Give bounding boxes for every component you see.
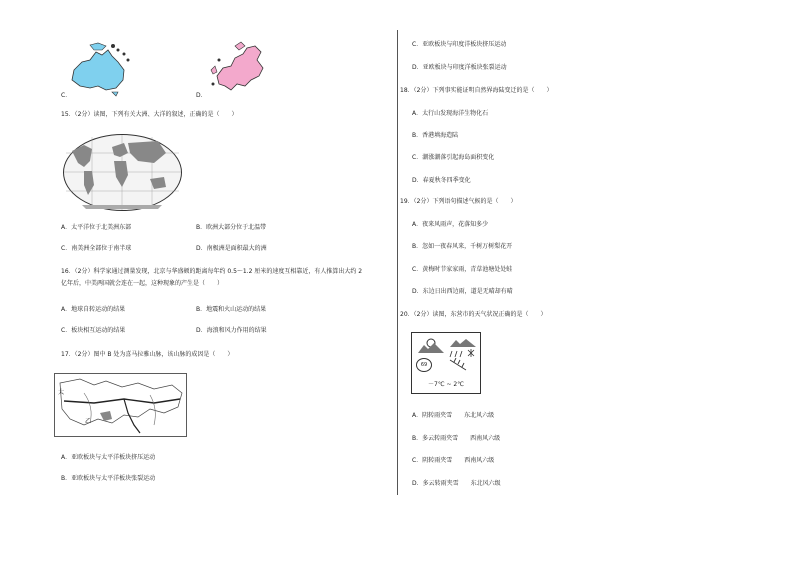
column-divider <box>397 30 398 495</box>
q18-option-d[interactable]: D．春夏秋冬四季变化 <box>412 177 471 184</box>
q17-stem: 17．（2分）图中 B 处为喜马拉雅山脉，该山脉的成因是（ ） <box>61 351 234 358</box>
q17-option-c[interactable]: C．亚欧板块与印度洋板块挤压运动 <box>412 41 507 48</box>
wind-flag-icon <box>448 358 470 372</box>
europe-map-figure <box>205 40 267 98</box>
q17-option-d[interactable]: D．亚欧板块与印度洋板块张裂运动 <box>412 64 507 71</box>
weather-figure <box>411 332 481 394</box>
q19-option-d[interactable]: D．东边日出西边雨，道是无晴却有晴 <box>412 288 513 295</box>
q16-stem-line1: 16．（2分）科学家通过测量发现，北京与华盛顿的距离每年约 0.5～1.2 厘米的速度互相靠近，有人推算出大约 2 <box>61 268 363 275</box>
q19-option-b[interactable]: B．忽如一夜春风来，千树万树梨花开 <box>412 243 513 250</box>
q20-option-d[interactable]: D．多云转雨夹雪 东北风六级 <box>412 480 501 487</box>
q15-stem: 15．（2分）读图，下列有关大洲、大洋的叙述，正确的是（ ） <box>61 111 238 118</box>
q16-option-a[interactable]: A．地球自转运动的结果 <box>61 306 126 313</box>
q18-option-c[interactable]: C．潮涨潮落引起海岛面积变化 <box>412 154 495 161</box>
map-label-tai: 太 <box>58 389 65 396</box>
map-label-yi: 乙 <box>85 418 92 425</box>
q16-option-c[interactable]: C．板块相互运动的结果 <box>61 327 126 334</box>
q18-stem: 18．（2分）下列事实能证明自然界海陆变迁的是（ ） <box>400 87 553 94</box>
q20-stem: 20．（2分）读图，东营市的天气状况正确的是（ ） <box>400 311 547 318</box>
q16-option-d[interactable]: D．海浪和风力作用的结果 <box>196 327 267 334</box>
q15-option-b[interactable]: B．欧洲大部分位于北温带 <box>196 224 267 231</box>
q15-option-d[interactable]: D．南极洲是面积最大的洲 <box>196 245 267 252</box>
aqi-badge: 69 <box>416 358 432 372</box>
sleet-icon <box>448 337 478 359</box>
q17-option-a[interactable]: A．亚欧板块与太平洋板块挤压运动 <box>61 454 156 461</box>
q19-option-c[interactable]: C．黄梅时节家家雨，青草池塘处处蛙 <box>412 266 513 273</box>
q15-option-c[interactable]: C．南美洲全部位于南半球 <box>61 245 132 252</box>
cloud-sun-icon <box>416 337 446 355</box>
plates-map-figure <box>54 373 187 437</box>
q15-option-a[interactable]: A．太平洋位于北美洲东部 <box>61 224 132 231</box>
australia-map-figure <box>68 40 136 98</box>
q16-option-b[interactable]: B．地震和火山运动的结果 <box>196 306 267 313</box>
q14-option-c-label[interactable]: C． <box>61 92 72 99</box>
q16-stem-line2: 亿年后，中美两国就会连在一起，这种现象的产生是（ ） <box>61 280 224 287</box>
q18-option-b[interactable]: B．香港填海造陆 <box>412 132 459 139</box>
q19-option-a[interactable]: A．夜来风雨声，花落知多少 <box>412 221 489 228</box>
temperature-range: －7℃ ~ 2℃ <box>428 381 464 388</box>
q19-stem: 19．（2分）下列语句描述气候的是（ ） <box>400 198 517 205</box>
q20-option-c[interactable]: C．阴转雨夹雪 西南风六级 <box>412 457 495 464</box>
q20-option-b[interactable]: B．多云转雨夹雪 西南风六级 <box>412 435 501 442</box>
q18-option-a[interactable]: A．太行山发现海洋生物化石 <box>412 110 489 117</box>
q14-option-d-label[interactable]: D． <box>196 92 207 99</box>
q20-option-a[interactable]: A．阴转雨夹雪 东北风六级 <box>412 412 495 419</box>
q17-option-b[interactable]: B．亚欧板块与太平洋板块张裂运动 <box>61 475 156 482</box>
world-map-figure <box>62 133 183 212</box>
